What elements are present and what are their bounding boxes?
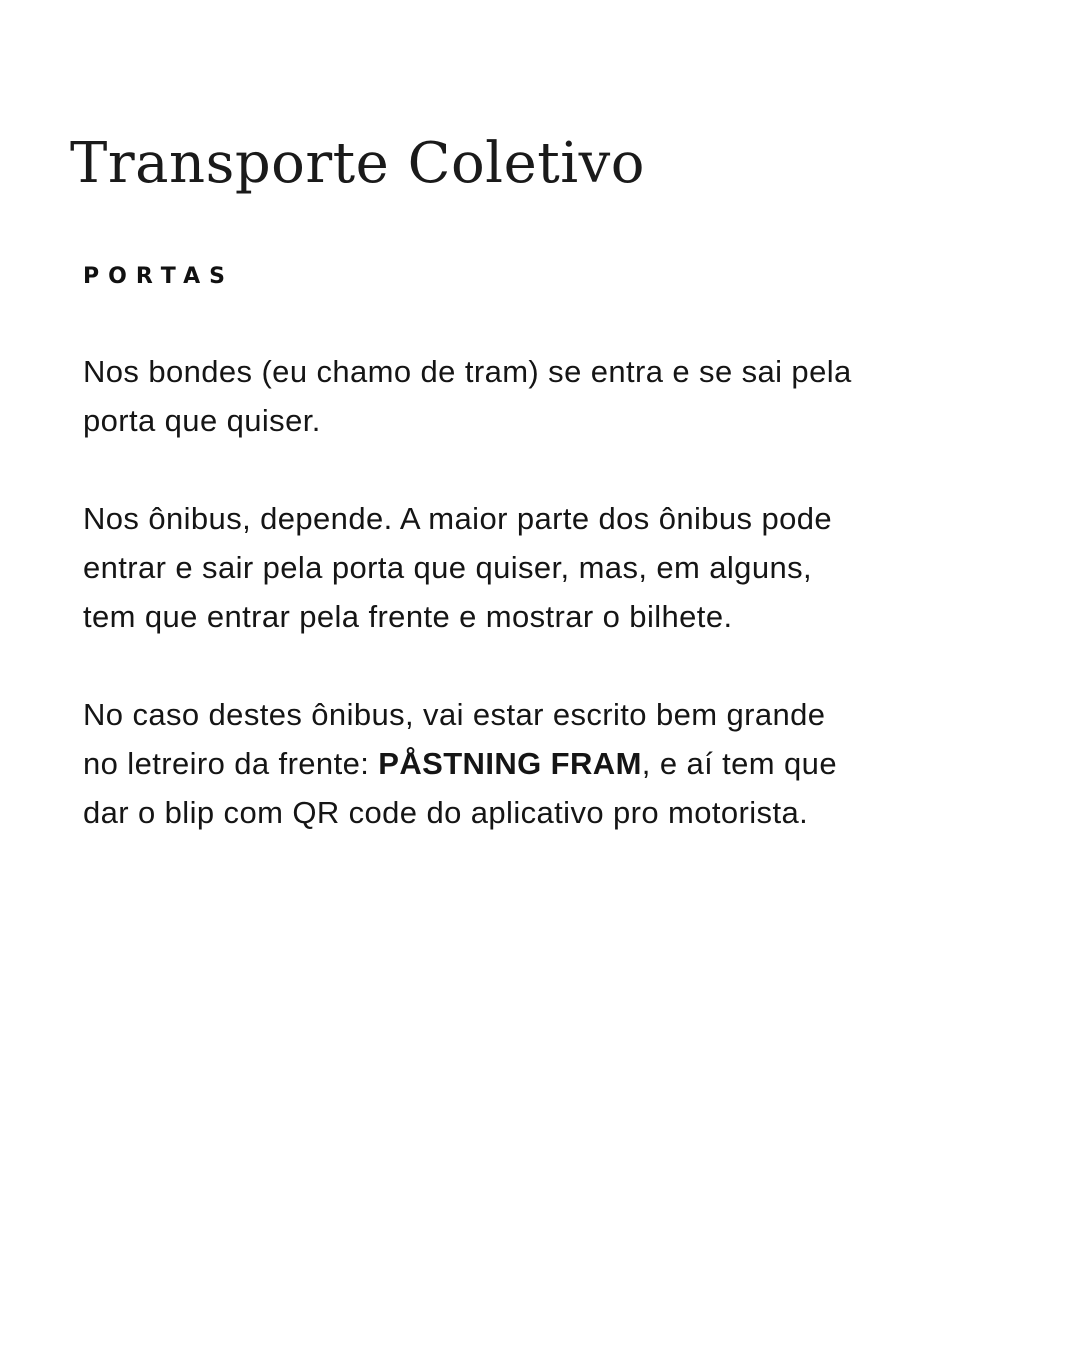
bold-sign-text: PÅSTNING FRAM — [378, 746, 642, 781]
paragraph-front-boarding — [83, 690, 1023, 837]
text-segment: , e aí tem que — [641, 746, 837, 781]
paragraph-buses — [83, 494, 1023, 641]
text-line: porta que quiser. — [83, 403, 321, 438]
text-line: Nos bondes (eu chamo de tram) se entra e se sai pela — [83, 354, 852, 389]
text-line: tem que entrar pela frente e mostrar o bilhete. — [83, 599, 733, 634]
text-segment: no letreiro da frente: — [83, 746, 379, 781]
body-text — [83, 347, 1023, 886]
text-line: Nos ônibus, depende. A maior parte dos ônibus pode — [83, 501, 833, 536]
text-line: entrar e sair pela porta que quiser, mas, em alguns, — [83, 550, 813, 585]
text-line: dar o blip com QR code do aplicativo pro motorista. — [83, 795, 809, 830]
text-line — [83, 739, 1023, 788]
paragraph-trams — [83, 347, 1023, 445]
section-label: PORTAS — [83, 264, 234, 289]
page-title: Transporte Coletivo — [70, 131, 645, 196]
text-line: No caso destes ônibus, vai estar escrito bem grande — [83, 697, 826, 732]
